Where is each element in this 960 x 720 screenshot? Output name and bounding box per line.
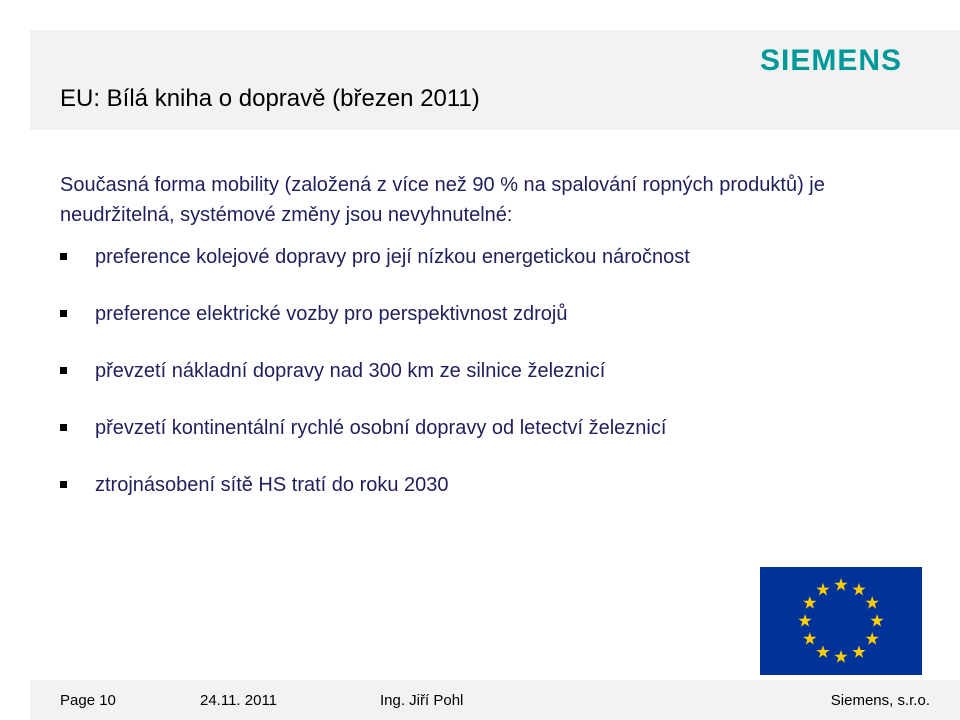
bullet-text: ztrojnásobení sítě HS tratí do roku 2030 — [95, 474, 449, 496]
footer-date: 24.11. 2011 — [200, 692, 278, 709]
slide-title: EU: Bílá kniha o dopravě (březen 2011) — [60, 85, 480, 112]
bullet-item — [60, 358, 940, 415]
slide-body — [60, 170, 940, 529]
bullet-item — [60, 415, 940, 472]
eu-flag-icon — [760, 567, 922, 675]
bullet-text: preference elektrické vozby pro perspektivnost zdrojů — [95, 303, 568, 325]
footer-bar — [30, 680, 960, 720]
bullet-item — [60, 472, 940, 529]
square-bullet-icon — [60, 367, 67, 374]
square-bullet-icon — [60, 424, 67, 431]
footer-company: Siemens, s.r.o. — [830, 692, 930, 709]
footer-author: Ing. Jiří Pohl — [380, 692, 464, 709]
bullet-text: preference kolejové dopravy pro její nízkou energetickou náročnost — [95, 246, 690, 268]
square-bullet-icon — [60, 310, 67, 317]
bullet-text: převzetí nákladní dopravy nad 300 km ze silnice železnicí — [95, 360, 606, 382]
bullet-item — [60, 244, 940, 301]
square-bullet-icon — [60, 481, 67, 488]
bullet-item — [60, 301, 940, 358]
bullet-list — [60, 244, 940, 529]
square-bullet-icon — [60, 253, 67, 260]
siemens-logo: SIEMENS — [760, 44, 903, 77]
intro-text: Současná forma mobility (založená z více než 90 % na spalování ropných produktů) je neudržitelná, systémové změny jsou nevyhnutelné: — [60, 174, 825, 226]
bullet-text: převzetí kontinentální rychlé osobní dopravy od letectví železnicí — [95, 417, 667, 439]
footer-page-number: Page 10 — [60, 692, 116, 709]
